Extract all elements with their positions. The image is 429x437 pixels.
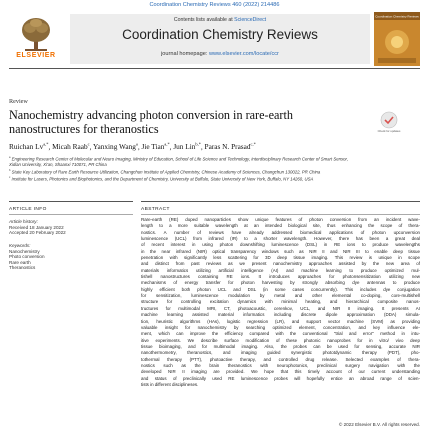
- author[interactable]: Micah Raab$^c$: [52, 142, 90, 152]
- contents-line: [70, 17, 370, 23]
- abstract-line: tion, heuristic algorithms (HAs), logistic regression (LR), and support vector machine (SVM) as providing: [141, 318, 420, 324]
- abstract-line: developed NIR II imaging are provided. We hope that this timely account of our current understanding: [141, 369, 420, 375]
- abstract-line: highly efficient both photon UCL and DSL (in some cases concurrently). This includes dye conjugation: [141, 286, 420, 292]
- abstract-body: [141, 217, 420, 388]
- abstract-line: structure for controlling excitation dynamics with minimal heating, and hierarchical composite nanos-: [141, 299, 420, 305]
- journal-citation[interactable]: Coordination Chemistry Reviews 460 (2022) 214486: [149, 2, 280, 8]
- abstract-line: valuable insight for nanochemistry by searching optimized element, concentration, and key influence ele-: [141, 324, 420, 330]
- badge-label: Check for updates: [377, 129, 401, 133]
- abstract-line: machine learning assisted material informatics including discrete dipole approximation (DDA) simula-: [141, 312, 420, 318]
- author[interactable]: Jun Lin$^{b,*}$: [173, 142, 201, 152]
- masthead-center: [70, 14, 370, 64]
- contents-prefix: Contents lists available at: [173, 17, 235, 23]
- article-history: [9, 219, 66, 236]
- abstract-line: tothermal therapy (PTT), photoactive therapy, and controlled drug release. Selected examples of thera-: [141, 356, 420, 362]
- abstract-line: and distinct from past reviews as we present nanochemistry approaches assisted by the new area of: [141, 261, 420, 267]
- abstract-line: nostics such as the brain theranostics with neurophotonics, preclinical surgery navigation with the: [141, 362, 420, 368]
- abstract-line: tishell nanostructures containing RE ions. It introduces approaches for photonsensitization utilizing new: [141, 274, 420, 280]
- sciencedirect-link[interactable]: ScienceDirect: [234, 17, 267, 23]
- abstract-line: and status of preclinically used RE luminescence probes will hopefully entice an abroad range of scien-: [141, 375, 420, 381]
- keyword[interactable]: Photo conversion: [9, 254, 45, 260]
- keywords: [9, 243, 45, 271]
- publisher-name: ELSEVIER: [16, 52, 56, 59]
- keyword[interactable]: Rare earth: [9, 259, 31, 265]
- history-label: Article history:: [9, 219, 38, 224]
- elsevier-logo[interactable]: [9, 14, 63, 64]
- journal-cover-art: [374, 12, 420, 66]
- article-title: [9, 108, 349, 136]
- abstract-heading: ABSTRACT: [141, 207, 170, 212]
- abstract-line: of recent interest in using photon downshifting luminescence (DSL) in RE ions to produce wavelengths: [141, 242, 420, 248]
- abstract-line: materials informatics utilizing artificial intelligence (AI) and machine learning to produce optimized mul-: [141, 267, 420, 273]
- article-info-subrule: [9, 214, 133, 215]
- check-for-updates-icon: [376, 110, 402, 136]
- abstract-subrule: [141, 214, 420, 215]
- homepage-link[interactable]: www.elsevier.com/locate/ccr: [208, 51, 279, 57]
- author[interactable]: Ruichan $Lv^{a,*}$: [9, 142, 49, 152]
- affiliation-line: Xidian University, Xi'an, Shaanxi 710071, PR China: [9, 162, 107, 168]
- abstract-line: penetration with significantly less scattering for 3D deep tissue imaging. This review is unique in scope: [141, 255, 420, 261]
- abstract-line: length to a more suitable wavelength at an intended biological site, thus enhancing the scope of thera-: [141, 223, 420, 229]
- article-type: Review: [9, 98, 28, 105]
- affiliation-line: $^c$ Institute for Lasers, Photonics and Biophotonics, and the Department of Chemistry, University at Buffalo, State University of New York, Buffalo, NY 14260, USA: [9, 175, 314, 182]
- abstract-line: mechanisms of energy transfer for photon harvesting by strongly absorbing dye antennas to produce: [141, 280, 420, 286]
- cover-journal-title: Coordination Chemistry Reviews: [375, 14, 419, 19]
- masthead-rule: [9, 68, 420, 69]
- author[interactable]: Jie Tian$^{a,*}$: [141, 142, 170, 152]
- abstract-line: luminescence (UCL) from infrared (IR) to a shorter wavelength. However, there has been a great deal: [141, 236, 420, 242]
- received-date: Received 18 January 2022: [9, 224, 64, 230]
- author[interactable]: Paras N. Prasad$^{c,*}$: [204, 142, 256, 152]
- abstract-line: tructures for multimodal MRI, CT, photoacoustic, cerenkov, UCL, and NIR II imaging. It presents AI: [141, 305, 420, 311]
- copyright-notice: © 2022 Elsevier B.V. All rights reserved.: [338, 422, 420, 427]
- title-line-2: nanostructures for theranostics: [9, 122, 159, 136]
- abstract-line: ment, which can improve the efficiency compared with the conventional "trial and error" method in intu-: [141, 331, 420, 337]
- keyword[interactable]: Theranostics: [9, 265, 36, 271]
- abstract-line: tists in different disciplineses.: [141, 381, 199, 387]
- title-line-1: Nanochemistry advancing photon conversion in rare-earth: [9, 108, 293, 122]
- article-info-rule: [9, 201, 133, 202]
- affiliations: [9, 155, 419, 182]
- abstract-rule: [141, 201, 420, 202]
- abstract-line: itive experiments. We describe surface modification of these photonic nanoprobes for in vitro/ vivo deep: [141, 337, 420, 343]
- elsevier-tree-icon: [19, 16, 53, 52]
- affiliation-line: $^a$ Engineering Research Center of Molecular and Neuro Imaging, Ministry of Education, School of Life Science and Technology, Interdisciplinary Research Center of Smart Sensor,: [9, 156, 348, 162]
- abstract-line: nanothermometry, theranostics, and imaging guided synergistic phototdynamic therapy (PDT), pho-: [141, 350, 420, 356]
- journal-title: Coordination Chemistry Reviews: [122, 27, 318, 42]
- check-for-updates-badge[interactable]: [376, 110, 402, 136]
- article-info-heading: ARTICLE INFO: [9, 207, 47, 212]
- abstract-line: in the near infrared (NIR) optical transparency windows such as NIR II and NIR III to enable deep tissue: [141, 248, 420, 254]
- abstract-line: for sensitization, luminescence modulation by metal and other elemental co-doping, core-multishell: [141, 293, 420, 299]
- abstract-line: Rare-earth (RE) doped nanoparticles show unique features of photon conversion from an incident wave-: [141, 217, 420, 222]
- homepage-prefix: journal homepage:: [161, 51, 209, 57]
- accepted-date: Accepted 20 February 2022: [9, 230, 66, 236]
- keyword[interactable]: Nanochemistry: [9, 248, 40, 254]
- journal-homepage: [70, 51, 370, 57]
- journal-cover-image[interactable]: [374, 12, 420, 66]
- author-list: Ruichan $Lv^{a,*}$, Micah Raab$^c$, Yanxing Wang$^a$, Jie Tian$^{a,*}$, Jun Lin$^{b,*}$, Paras N. Prasad$^{c,*}$: [9, 142, 256, 152]
- keywords-label: Keywords:: [9, 243, 31, 248]
- author[interactable]: Yanxing Wang$^a$: [92, 142, 138, 152]
- journal-masthead: [9, 12, 420, 66]
- abstract-line: nostics. A number of reviews have already addressed biomedical applications of photon upconversion: [141, 229, 420, 235]
- affiliation-line: $^b$ State Key Laboratory of Rare Earth Resource Utilization, Changchun Institute of Applied Chemistry, Chinese Academy of Sciences, Changchun 130022, PR China: [9, 168, 321, 175]
- abstract-line: tissue bioimaging, and for multimodal imaging. Also, the probes can be used for sensing, accurate NIR: [141, 343, 420, 349]
